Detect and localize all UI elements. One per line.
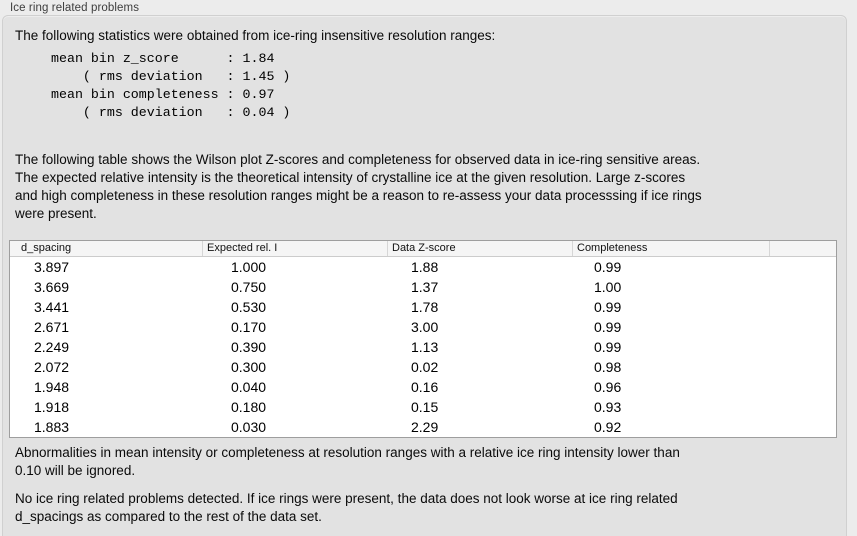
- table-row[interactable]: [10, 277, 836, 297]
- table-row[interactable]: [10, 397, 836, 417]
- table-cell-filler: [769, 257, 836, 277]
- table-cell: 2.249: [34, 339, 70, 355]
- table-cell: 0.98: [594, 359, 622, 375]
- table-cell: 0.92: [594, 419, 622, 435]
- group-box: [2, 15, 847, 536]
- table-cell: 3.897: [34, 259, 70, 275]
- table-cell: 0.02: [411, 359, 439, 375]
- table-cell: 1.918: [34, 399, 70, 415]
- table-cell: 1.37: [411, 279, 439, 295]
- table-cell: 0.99: [594, 339, 622, 355]
- column-header-filler: [769, 241, 836, 256]
- ignore-note: [15, 444, 680, 480]
- column-header-data-z-score[interactable]: Data Z-score: [387, 241, 572, 256]
- table-cell: 0.300: [231, 359, 267, 375]
- panel-title: Ice ring related problems: [10, 2, 140, 14]
- table-cell: 0.750: [231, 279, 267, 295]
- table-cell-filler: [769, 317, 836, 337]
- table-cell: 0.040: [231, 379, 267, 395]
- table-row[interactable]: [10, 297, 836, 317]
- table-row[interactable]: [10, 417, 836, 437]
- stat-z-score-rms: ( rms deviation : 1.45 ): [51, 69, 291, 84]
- stat-mean-bin-completeness: mean bin completeness : 0.97: [51, 87, 275, 102]
- table-cell-filler: [769, 417, 836, 437]
- table-cell: 0.180: [231, 399, 267, 415]
- table-cell-filler: [769, 277, 836, 297]
- conclusion-line: No ice ring related problems detected. If ice rings were present, the data does not look worse at ice ring related: [15, 491, 678, 506]
- table-header: [10, 241, 836, 257]
- table-cell: 0.16: [411, 379, 439, 395]
- conclusion-line: d_spacings as compared to the rest of the data set.: [15, 509, 322, 524]
- column-header-d-spacing[interactable]: d_spacing: [21, 242, 72, 254]
- table-row[interactable]: [10, 317, 836, 337]
- table-cell: 3.441: [34, 299, 70, 315]
- table-cell: 1.000: [231, 259, 267, 275]
- table-row[interactable]: [10, 357, 836, 377]
- column-header-expected-rel-i[interactable]: Expected rel. I: [202, 241, 387, 256]
- table-cell-filler: [769, 397, 836, 417]
- description-line: were present.: [15, 206, 97, 221]
- table-cell: 1.883: [34, 419, 70, 435]
- table-cell: 1.88: [411, 259, 439, 275]
- ice-ring-table: [9, 240, 837, 438]
- table-cell: 3.00: [411, 319, 439, 335]
- table-cell-filler: [769, 297, 836, 317]
- table-cell: 1.948: [34, 379, 70, 395]
- ignore-note-line: Abnormalities in mean intensity or completeness at resolution ranges with a relative ice ring intensity lower than: [15, 445, 680, 460]
- column-header-completeness[interactable]: Completeness: [572, 241, 769, 256]
- table-cell: 1.13: [411, 339, 439, 355]
- table-cell-filler: [769, 377, 836, 397]
- ignore-note-line: 0.10 will be ignored.: [15, 463, 136, 478]
- table-description: [15, 151, 702, 223]
- intro-text: The following statistics were obtained from ice-ring insensitive resolution ranges:: [15, 28, 496, 43]
- table-cell: 3.669: [34, 279, 70, 295]
- table-cell-filler: [769, 357, 836, 377]
- table-cell: 0.390: [231, 339, 267, 355]
- table-cell: 0.530: [231, 299, 267, 315]
- table-body: [10, 257, 836, 437]
- stats-block: [51, 50, 290, 122]
- description-line: and high completeness in these resolution ranges might be a reason to re-assess your data processsing if ice rings: [15, 188, 702, 203]
- table-cell: 0.99: [594, 259, 622, 275]
- table-cell: 1.78: [411, 299, 439, 315]
- table-cell: 1.00: [594, 279, 622, 295]
- table-cell: 0.99: [594, 319, 622, 335]
- table-cell-filler: [769, 337, 836, 357]
- table-row[interactable]: [10, 257, 836, 277]
- conclusion-text: [15, 490, 678, 526]
- table-row[interactable]: [10, 377, 836, 397]
- table-cell: 0.15: [411, 399, 439, 415]
- stat-mean-bin-z-score: mean bin z_score : 1.84: [51, 51, 275, 66]
- stat-completeness-rms: ( rms deviation : 0.04 ): [51, 105, 291, 120]
- table-cell: 0.96: [594, 379, 622, 395]
- table-cell: 0.99: [594, 299, 622, 315]
- table-cell: 0.170: [231, 319, 267, 335]
- table-row[interactable]: [10, 337, 836, 357]
- description-line: The expected relative intensity is the theoretical intensity of crystalline ice at the given resolution. Large z-scores: [15, 170, 686, 185]
- table-cell: 0.93: [594, 399, 622, 415]
- table-cell: 2.29: [411, 419, 439, 435]
- table-cell: 2.671: [34, 319, 70, 335]
- table-cell: 2.072: [34, 359, 70, 375]
- table-cell: 0.030: [231, 419, 267, 435]
- description-line: The following table shows the Wilson plot Z-scores and completeness for observed data in ice-ring sensitive areas.: [15, 152, 701, 167]
